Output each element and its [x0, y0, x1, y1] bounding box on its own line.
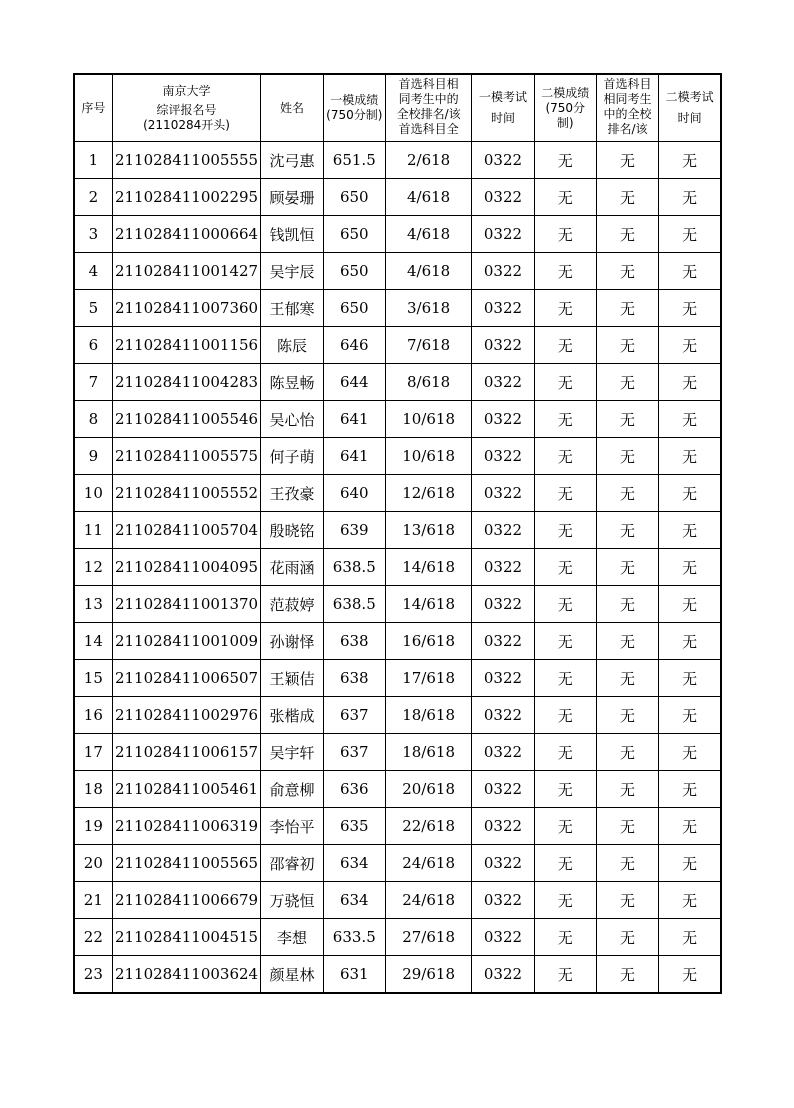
cell-id: 211028411005575 [112, 438, 261, 475]
cell-seq: 5 [74, 290, 112, 327]
header-score1: 一模成绩 (750分制) [323, 74, 385, 142]
cell-score1: 634 [323, 882, 385, 919]
cell-id: 211028411002295 [112, 179, 261, 216]
table-row [74, 475, 721, 512]
cell-rank1: 17/618 [385, 660, 471, 697]
table-row [74, 660, 721, 697]
cell-rank1: 10/618 [385, 401, 471, 438]
cell-time2: 无 [659, 771, 721, 808]
cell-score2: 无 [534, 253, 596, 290]
cell-rank2: 无 [596, 179, 658, 216]
cell-time1: 0322 [472, 364, 534, 401]
cell-time2: 无 [659, 364, 721, 401]
cell-time1: 0322 [472, 142, 534, 179]
cell-rank1: 10/618 [385, 438, 471, 475]
cell-score2: 无 [534, 327, 596, 364]
cell-seq: 11 [74, 512, 112, 549]
cell-score2: 无 [534, 660, 596, 697]
cell-seq: 21 [74, 882, 112, 919]
cell-score1: 650 [323, 216, 385, 253]
cell-id: 211028411001156 [112, 327, 261, 364]
cell-seq: 23 [74, 956, 112, 994]
cell-time1: 0322 [472, 808, 534, 845]
cell-rank1: 14/618 [385, 549, 471, 586]
cell-time1: 0322 [472, 697, 534, 734]
cell-time2: 无 [659, 623, 721, 660]
cell-score2: 无 [534, 290, 596, 327]
cell-rank2: 无 [596, 956, 658, 994]
cell-score2: 无 [534, 549, 596, 586]
cell-rank2: 无 [596, 364, 658, 401]
cell-score2: 无 [534, 475, 596, 512]
table-row [74, 956, 721, 994]
cell-name: 钱凯恒 [261, 216, 323, 253]
cell-name: 陈辰 [261, 327, 323, 364]
cell-score1: 638.5 [323, 549, 385, 586]
table-row [74, 512, 721, 549]
table-row [74, 586, 721, 623]
table-row [74, 401, 721, 438]
cell-time2: 无 [659, 586, 721, 623]
cell-score1: 650 [323, 290, 385, 327]
cell-name: 王颖佶 [261, 660, 323, 697]
cell-score2: 无 [534, 771, 596, 808]
cell-score2: 无 [534, 179, 596, 216]
cell-id: 211028411001009 [112, 623, 261, 660]
cell-rank1: 16/618 [385, 623, 471, 660]
cell-time1: 0322 [472, 919, 534, 956]
cell-rank2: 无 [596, 845, 658, 882]
cell-score1: 634 [323, 845, 385, 882]
cell-score2: 无 [534, 882, 596, 919]
cell-rank2: 无 [596, 623, 658, 660]
cell-score1: 646 [323, 327, 385, 364]
table-row [74, 808, 721, 845]
cell-rank1: 18/618 [385, 734, 471, 771]
cell-id: 211028411001427 [112, 253, 261, 290]
cell-rank2: 无 [596, 401, 658, 438]
cell-time1: 0322 [472, 623, 534, 660]
cell-score2: 无 [534, 808, 596, 845]
cell-score1: 651.5 [323, 142, 385, 179]
cell-score1: 637 [323, 697, 385, 734]
cell-rank1: 24/618 [385, 845, 471, 882]
cell-time1: 0322 [472, 216, 534, 253]
table-row [74, 216, 721, 253]
cell-time1: 0322 [472, 845, 534, 882]
cell-score2: 无 [534, 401, 596, 438]
cell-score1: 650 [323, 253, 385, 290]
table-row [74, 290, 721, 327]
header-time1: 一模考试 时间 [472, 74, 534, 142]
cell-rank1: 13/618 [385, 512, 471, 549]
table-row [74, 734, 721, 771]
cell-seq: 14 [74, 623, 112, 660]
cell-score1: 641 [323, 438, 385, 475]
score-table [73, 73, 722, 994]
cell-score1: 636 [323, 771, 385, 808]
cell-rank1: 18/618 [385, 697, 471, 734]
cell-time1: 0322 [472, 401, 534, 438]
cell-score2: 无 [534, 697, 596, 734]
cell-id: 211028411004515 [112, 919, 261, 956]
cell-time1: 0322 [472, 290, 534, 327]
cell-rank1: 4/618 [385, 253, 471, 290]
cell-seq: 2 [74, 179, 112, 216]
cell-name: 顾晏珊 [261, 179, 323, 216]
cell-score1: 638 [323, 623, 385, 660]
cell-rank1: 29/618 [385, 956, 471, 994]
cell-score1: 638.5 [323, 586, 385, 623]
cell-time2: 无 [659, 697, 721, 734]
cell-score1: 650 [323, 179, 385, 216]
cell-time1: 0322 [472, 956, 534, 994]
cell-score1: 631 [323, 956, 385, 994]
cell-rank2: 无 [596, 919, 658, 956]
cell-rank1: 24/618 [385, 882, 471, 919]
cell-rank2: 无 [596, 697, 658, 734]
cell-rank2: 无 [596, 882, 658, 919]
cell-rank2: 无 [596, 142, 658, 179]
cell-name: 万骁恒 [261, 882, 323, 919]
cell-seq: 15 [74, 660, 112, 697]
cell-time1: 0322 [472, 179, 534, 216]
cell-time2: 无 [659, 919, 721, 956]
header-score2: 二模成绩 (750分 制) [534, 74, 596, 142]
header-rank2: 首选科目 相同考生 中的全校 排名/该 [596, 74, 658, 142]
cell-rank1: 3/618 [385, 290, 471, 327]
cell-time2: 无 [659, 956, 721, 994]
cell-rank1: 12/618 [385, 475, 471, 512]
cell-time2: 无 [659, 734, 721, 771]
cell-score2: 无 [534, 586, 596, 623]
cell-name: 颜星林 [261, 956, 323, 994]
cell-rank2: 无 [596, 475, 658, 512]
cell-seq: 16 [74, 697, 112, 734]
cell-score1: 639 [323, 512, 385, 549]
cell-score2: 无 [534, 216, 596, 253]
cell-id: 211028411002976 [112, 697, 261, 734]
cell-time1: 0322 [472, 660, 534, 697]
cell-rank2: 无 [596, 549, 658, 586]
cell-seq: 7 [74, 364, 112, 401]
header-id: 南京大学 综评报名号 (2110284开头) [112, 74, 261, 142]
cell-time2: 无 [659, 512, 721, 549]
cell-score2: 无 [534, 512, 596, 549]
cell-time2: 无 [659, 290, 721, 327]
cell-time2: 无 [659, 253, 721, 290]
cell-name: 陈昱畅 [261, 364, 323, 401]
cell-id: 211028411005565 [112, 845, 261, 882]
cell-seq: 10 [74, 475, 112, 512]
cell-rank2: 无 [596, 290, 658, 327]
cell-time2: 无 [659, 808, 721, 845]
cell-id: 211028411005461 [112, 771, 261, 808]
cell-score1: 641 [323, 401, 385, 438]
cell-seq: 17 [74, 734, 112, 771]
cell-rank2: 无 [596, 660, 658, 697]
cell-seq: 3 [74, 216, 112, 253]
cell-score1: 637 [323, 734, 385, 771]
cell-time2: 无 [659, 438, 721, 475]
cell-score1: 638 [323, 660, 385, 697]
cell-seq: 12 [74, 549, 112, 586]
cell-score2: 无 [534, 142, 596, 179]
cell-name: 俞意柳 [261, 771, 323, 808]
cell-seq: 8 [74, 401, 112, 438]
cell-score2: 无 [534, 845, 596, 882]
cell-id: 211028411004283 [112, 364, 261, 401]
cell-time2: 无 [659, 401, 721, 438]
table-row [74, 919, 721, 956]
cell-score1: 644 [323, 364, 385, 401]
cell-rank2: 无 [596, 216, 658, 253]
cell-rank1: 4/618 [385, 216, 471, 253]
cell-seq: 4 [74, 253, 112, 290]
cell-score1: 633.5 [323, 919, 385, 956]
cell-rank1: 22/618 [385, 808, 471, 845]
table-row [74, 549, 721, 586]
cell-time2: 无 [659, 142, 721, 179]
header-time2: 二模考试 时间 [659, 74, 721, 142]
cell-rank1: 2/618 [385, 142, 471, 179]
cell-rank1: 7/618 [385, 327, 471, 364]
cell-score2: 无 [534, 438, 596, 475]
cell-seq: 20 [74, 845, 112, 882]
table-row [74, 142, 721, 179]
cell-seq: 9 [74, 438, 112, 475]
cell-rank2: 无 [596, 586, 658, 623]
cell-seq: 6 [74, 327, 112, 364]
cell-name: 王孜豪 [261, 475, 323, 512]
cell-time2: 无 [659, 327, 721, 364]
cell-seq: 22 [74, 919, 112, 956]
header-name: 姓名 [261, 74, 323, 142]
cell-rank2: 无 [596, 734, 658, 771]
table-row [74, 845, 721, 882]
cell-rank1: 4/618 [385, 179, 471, 216]
cell-name: 邵睿初 [261, 845, 323, 882]
cell-id: 211028411005546 [112, 401, 261, 438]
cell-name: 李怡平 [261, 808, 323, 845]
cell-name: 范菽婷 [261, 586, 323, 623]
table-row [74, 253, 721, 290]
table-row [74, 623, 721, 660]
cell-time1: 0322 [472, 512, 534, 549]
cell-score1: 640 [323, 475, 385, 512]
header-rank1: 首选科目相 同考生中的 全校排名/该 首选科目全 [385, 74, 471, 142]
cell-id: 211028411005552 [112, 475, 261, 512]
cell-score2: 无 [534, 956, 596, 994]
cell-time2: 无 [659, 216, 721, 253]
cell-time2: 无 [659, 882, 721, 919]
cell-name: 吴心怡 [261, 401, 323, 438]
table-row [74, 364, 721, 401]
cell-time2: 无 [659, 845, 721, 882]
cell-rank1: 8/618 [385, 364, 471, 401]
cell-time1: 0322 [472, 475, 534, 512]
table-body [74, 142, 721, 994]
cell-seq: 18 [74, 771, 112, 808]
header-seq: 序号 [74, 74, 112, 142]
cell-id: 211028411006157 [112, 734, 261, 771]
cell-name: 王郁寒 [261, 290, 323, 327]
cell-id: 211028411006679 [112, 882, 261, 919]
cell-id: 211028411006319 [112, 808, 261, 845]
cell-rank1: 20/618 [385, 771, 471, 808]
cell-time1: 0322 [472, 586, 534, 623]
cell-id: 211028411003624 [112, 956, 261, 994]
cell-rank2: 无 [596, 253, 658, 290]
cell-rank2: 无 [596, 808, 658, 845]
cell-id: 211028411007360 [112, 290, 261, 327]
cell-time1: 0322 [472, 438, 534, 475]
cell-time1: 0322 [472, 327, 534, 364]
cell-time1: 0322 [472, 882, 534, 919]
cell-score2: 无 [534, 623, 596, 660]
cell-id: 211028411004095 [112, 549, 261, 586]
header-row [74, 74, 721, 142]
cell-time2: 无 [659, 549, 721, 586]
cell-time1: 0322 [472, 549, 534, 586]
table-row [74, 697, 721, 734]
cell-time1: 0322 [472, 771, 534, 808]
cell-rank1: 27/618 [385, 919, 471, 956]
cell-name: 李想 [261, 919, 323, 956]
cell-name: 花雨涵 [261, 549, 323, 586]
cell-id: 211028411005555 [112, 142, 261, 179]
cell-name: 吴宇轩 [261, 734, 323, 771]
cell-seq: 13 [74, 586, 112, 623]
cell-time2: 无 [659, 475, 721, 512]
cell-time1: 0322 [472, 253, 534, 290]
cell-name: 张楷成 [261, 697, 323, 734]
cell-id: 211028411000664 [112, 216, 261, 253]
table-row [74, 179, 721, 216]
cell-name: 何子萌 [261, 438, 323, 475]
cell-score1: 635 [323, 808, 385, 845]
table-row [74, 327, 721, 364]
cell-time2: 无 [659, 660, 721, 697]
cell-name: 沈弓惠 [261, 142, 323, 179]
cell-id: 211028411001370 [112, 586, 261, 623]
cell-seq: 19 [74, 808, 112, 845]
cell-rank2: 无 [596, 438, 658, 475]
cell-rank2: 无 [596, 512, 658, 549]
cell-time2: 无 [659, 179, 721, 216]
cell-rank2: 无 [596, 771, 658, 808]
cell-seq: 1 [74, 142, 112, 179]
cell-rank1: 14/618 [385, 586, 471, 623]
cell-rank2: 无 [596, 327, 658, 364]
cell-name: 殷晓铭 [261, 512, 323, 549]
cell-score2: 无 [534, 919, 596, 956]
cell-time1: 0322 [472, 734, 534, 771]
table-row [74, 438, 721, 475]
cell-name: 孙谢怿 [261, 623, 323, 660]
cell-score2: 无 [534, 734, 596, 771]
table-row [74, 771, 721, 808]
cell-id: 211028411005704 [112, 512, 261, 549]
cell-id: 211028411006507 [112, 660, 261, 697]
cell-name: 吴宇辰 [261, 253, 323, 290]
cell-score2: 无 [534, 364, 596, 401]
table-row [74, 882, 721, 919]
